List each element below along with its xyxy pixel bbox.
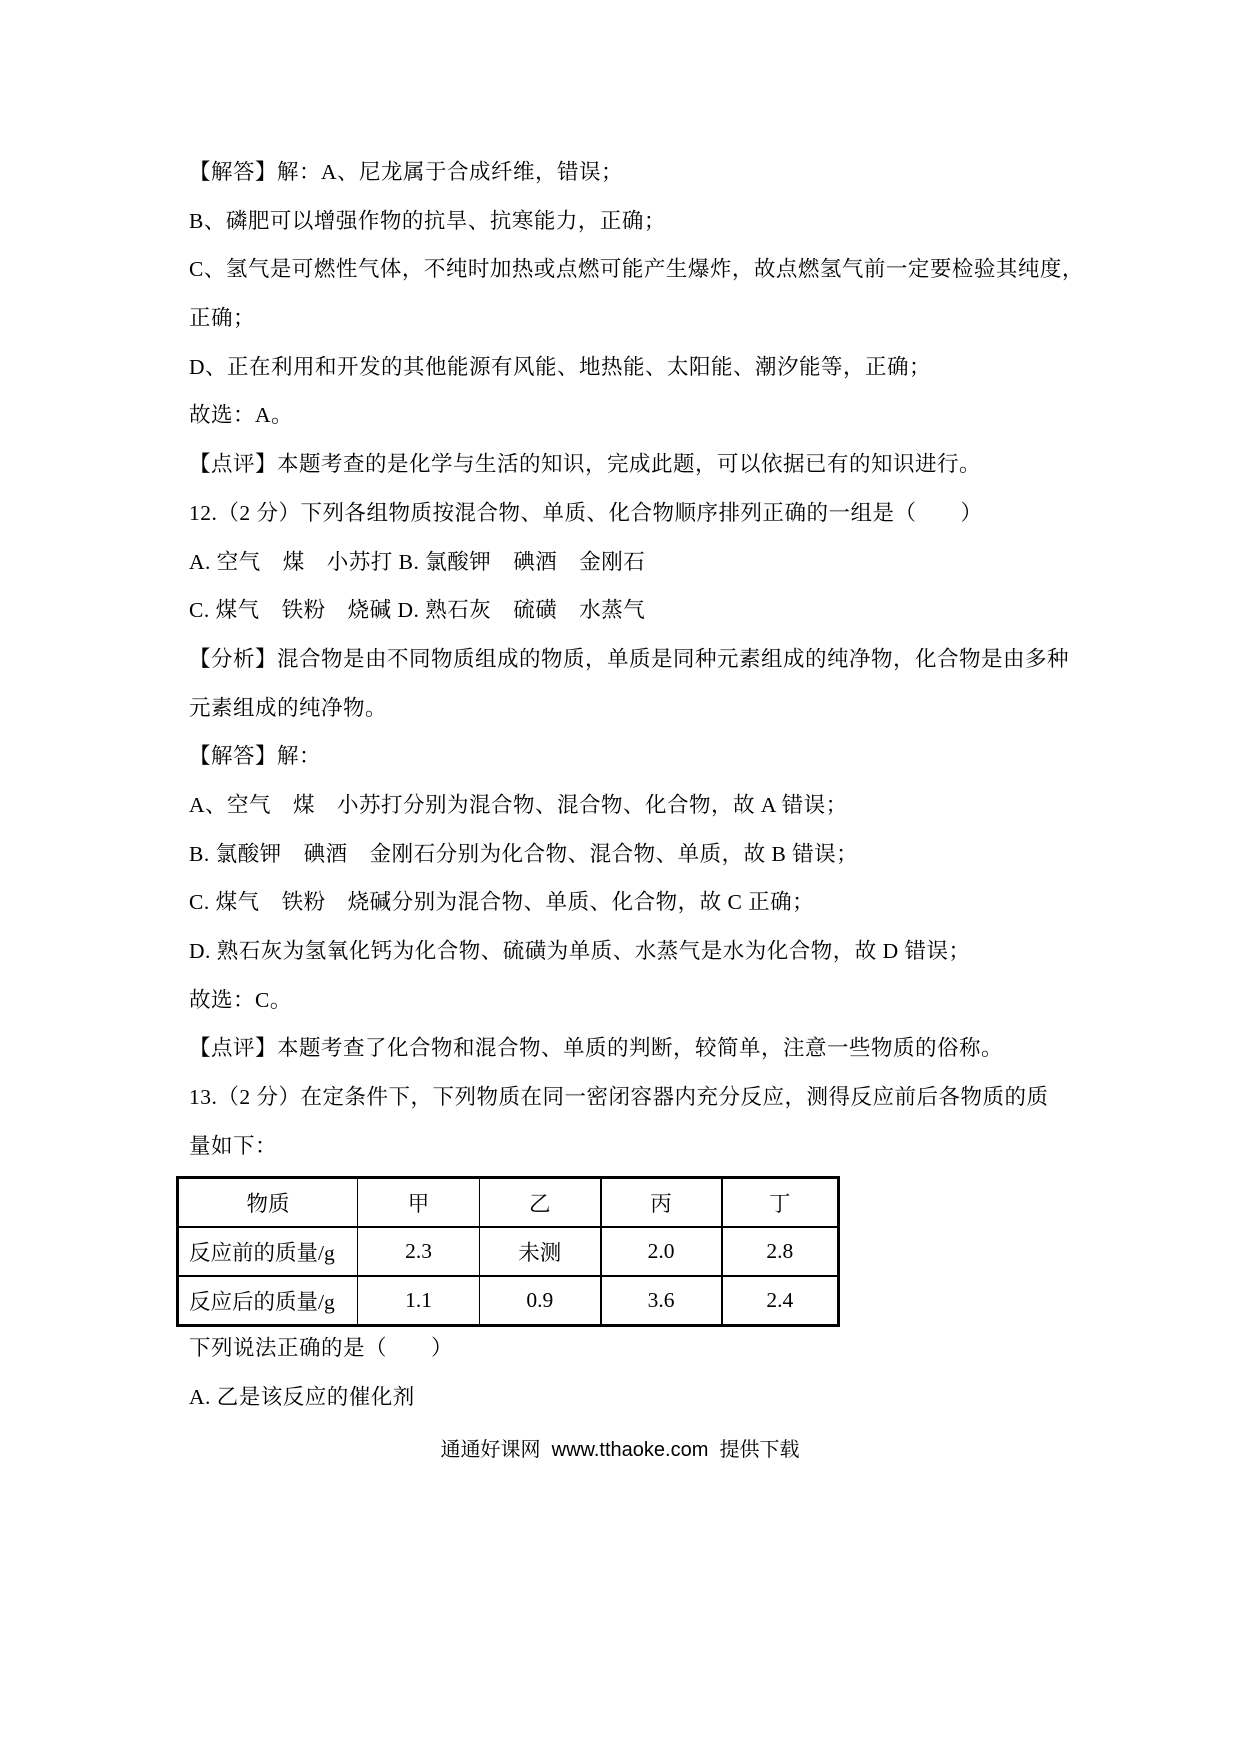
text-line: B、磷肥可以增强作物的抗旱、抗寒能力，正确； (189, 208, 666, 233)
reaction-mass-table-wrap (176, 1176, 840, 1327)
reaction-mass-table (176, 1176, 840, 1327)
question-13-line: 13.（2 分）在定条件下，下列物质在同一密闭容器内充分反应，测得反应前后各物质的质 (189, 1085, 1049, 1110)
text-line: D. 熟石灰为氢氧化钙为化合物、硫磺为单质、水蒸气是水为化合物，故 D 错误； (189, 939, 971, 963)
table-value-cell: 2.4 (722, 1276, 839, 1326)
table-header-cell: 物质 (178, 1178, 358, 1228)
text-line: A、空气 煤 小苏打分别为混合物、混合物、化合物，故 A 错误； (189, 792, 848, 817)
table-header-cell: 丙 (601, 1178, 722, 1228)
text-line: D、正在利用和开发的其他能源有风能、地热能、太阳能、潮汐能等，正确； (189, 354, 932, 379)
table-value-cell: 1.1 (358, 1276, 480, 1326)
text-line: C. 煤气 铁粉 烧碱分别为混合物、单质、化合物，故 C 正确； (189, 890, 815, 915)
question-12-line: 12.（2 分）下列各组物质按混合物、单质、化合物顺序排列正确的一组是（ ） (189, 500, 983, 525)
table-header-cell: 乙 (480, 1178, 601, 1228)
answer-text-block (189, 148, 1169, 1170)
table-header-row (178, 1178, 839, 1228)
text-line: 量如下： (189, 1133, 278, 1158)
row-label-cell: 反应前的质量/g (178, 1227, 358, 1276)
text-line: 【分析】混合物是由不同物质组成的物质，单质是同种元素组成的纯净物，化合物是由多种 (189, 646, 1070, 671)
table-value-cell: 2.3 (358, 1227, 480, 1276)
table-value-cell: 未测 (480, 1227, 601, 1276)
table-row-before-reaction (178, 1227, 839, 1276)
text-line: 正确； (189, 306, 256, 331)
text-line: 故选：C。 (189, 987, 292, 1012)
table-value-cell: 2.0 (601, 1227, 722, 1276)
table-value-cell: 2.8 (722, 1227, 839, 1276)
after-table-text-block (189, 1324, 1089, 1421)
text-line: C. 煤气 铁粉 烧碱 D. 熟石灰 硫磺 水蒸气 (189, 598, 646, 623)
text-line: 【点评】本题考查了化合物和混合物、单质的判断，较简单，注意一些物质的俗称。 (189, 1036, 1004, 1061)
table-header-cell: 甲 (358, 1178, 480, 1228)
text-line: 【点评】本题考查的是化学与生活的知识，完成此题，可以依据已有的知识进行。 (189, 452, 982, 477)
table-value-cell: 3.6 (601, 1276, 722, 1326)
table-header-cell: 丁 (722, 1178, 839, 1228)
text-line: 故选：A。 (189, 403, 294, 428)
text-line: B. 氯酸钾 碘酒 金刚石分别为化合物、混合物、单质，故 B 错误； (189, 841, 859, 866)
text-line: 【解答】解：A、尼龙属于合成纤维，错误； (189, 160, 624, 184)
text-line: C、氢气是可燃性气体，不纯时加热或点燃可能产生爆炸，故点燃氢气前一定要检验其纯度， (189, 257, 1084, 282)
row-label-cell: 反应后的质量/g (178, 1276, 358, 1326)
table-value-cell: 0.9 (480, 1276, 601, 1326)
question-13-prompt-line: 下列说法正确的是（ ） (189, 1336, 454, 1360)
text-line: 【解答】解： (189, 744, 322, 769)
text-line: 元素组成的纯净物。 (189, 695, 388, 720)
table-row-after-reaction (178, 1276, 839, 1326)
footer-watermark: 通通好课网 www.tthaoke.com 提供下载 (440, 1439, 800, 1461)
text-line: A. 空气 煤 小苏打 B. 氯酸钾 碘酒 金刚石 (189, 549, 646, 574)
option-a-line: A. 乙是该反应的催化剂 (189, 1384, 415, 1409)
